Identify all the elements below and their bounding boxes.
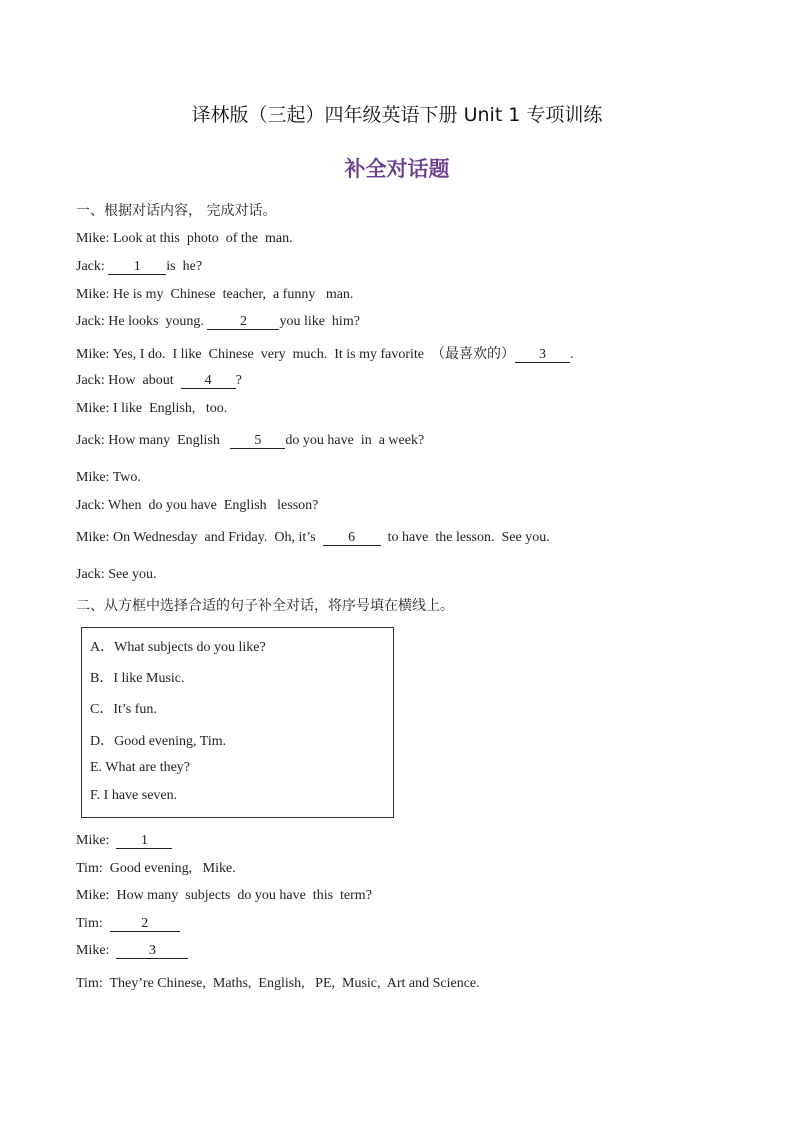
dialogue-line: Jack: See you. [76, 567, 157, 582]
section1-heading: 一、根据对话内容， 完成对话。 [76, 203, 277, 219]
dialogue-line: Mike: Look at this photo of the man. [76, 231, 293, 246]
dialogue-line: Tim: 2 [76, 916, 180, 932]
answer-blank-4[interactable]: 4 [181, 373, 236, 389]
dialogue-line: Jack: How about 4 ? [76, 373, 242, 388]
document-title: 译林版（三起）四年级英语下册 Unit 1 专项训练 [191, 104, 603, 126]
answer-blank-2[interactable]: 2 [207, 314, 279, 330]
dialogue-line: Jack: When do you have English lesson? [76, 498, 319, 513]
option-c: C．It’s fun. [90, 702, 157, 717]
answer-blank-5[interactable]: 5 [230, 433, 285, 449]
document-subtitle: 补全对话题 [344, 157, 450, 181]
answer-blank-1[interactable]: 1 [108, 259, 166, 275]
dialogue-line: Mike: On Wednesday and Friday. Oh, it’s 6 to have the lesson. See you. [76, 530, 550, 545]
option-a: A．What subjects do you like? [90, 640, 266, 655]
dialogue-line: Mike: He is my Chinese teacher, a funny man. [76, 287, 354, 302]
dialogue-line: Jack: How many English 5 do you have in a week? [76, 433, 425, 448]
dialogue-line: Jack: 1 is he? [76, 259, 203, 274]
dialogue-line: Mike: 3 [76, 943, 188, 959]
box-answer-blank-3[interactable]: 3 [116, 943, 188, 959]
dialogue-line: Tim: They’re Chinese, Maths, English, PE, Music, Art and Science. [76, 976, 480, 991]
option-e: E. What are they? [90, 760, 191, 775]
option-d: D．Good evening, Tim. [90, 734, 227, 749]
dialogue-line: Mike: Two. [76, 470, 141, 485]
box-answer-blank-1[interactable]: 1 [116, 833, 172, 849]
answer-blank-6[interactable]: 6 [323, 530, 381, 546]
dialogue-line: Mike: I like English, too. [76, 401, 228, 416]
dialogue-line: Mike: 1 [76, 833, 172, 849]
option-b: B．I like Music. [90, 671, 185, 686]
section2-heading: 二、从方框中选择合适的句子补全对话，将序号填在横线上。 [76, 598, 454, 614]
option-f: F. I have seven. [90, 788, 178, 803]
dialogue-line: Jack: He looks young. 2 you like him? [76, 314, 360, 329]
dialogue-line: Mike: How many subjects do you have this term? [76, 888, 372, 903]
dialogue-line: Mike: Yes, I do. I like Chinese very much. It is my favorite （最喜欢的） 3 . [76, 347, 574, 362]
dialogue-line: Tim: Good evening, Mike. [76, 861, 236, 876]
box-answer-blank-2[interactable]: 2 [110, 916, 180, 932]
answer-blank-3[interactable]: 3 [515, 347, 570, 363]
options-box [81, 627, 394, 818]
